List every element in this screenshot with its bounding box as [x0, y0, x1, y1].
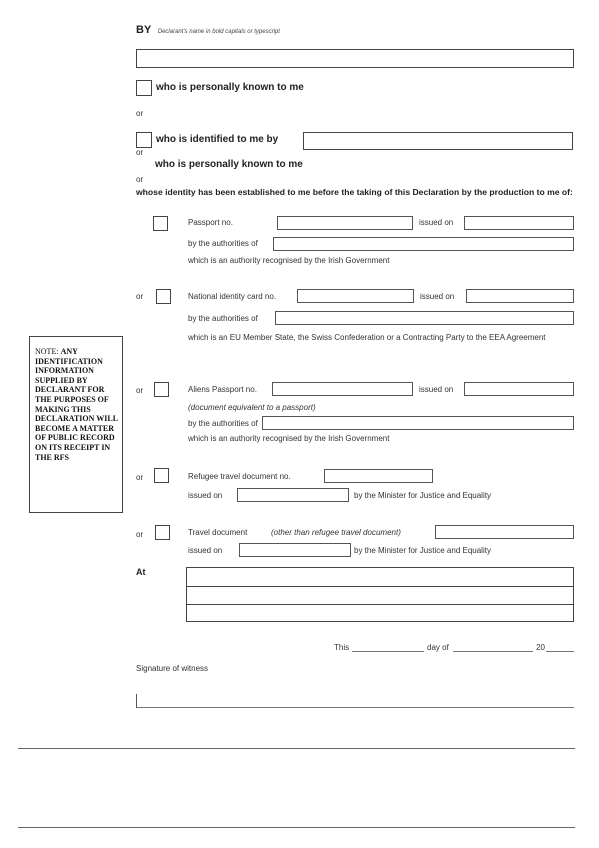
or-refugee: or — [136, 473, 144, 482]
or-3: or — [136, 175, 144, 184]
by-header — [136, 20, 280, 38]
or-aliens: or — [136, 386, 144, 395]
or-1: or — [136, 109, 144, 118]
aliens-issued-field[interactable] — [464, 382, 574, 396]
travel-number-field[interactable] — [435, 525, 574, 539]
aliens-label: Aliens Passport no. — [188, 385, 257, 394]
national-id-label: National identity card no. — [188, 292, 277, 301]
note-body: ANY IDENTIFICATION INFORMATION SUPPLIED BY DECLARANT FOR THE PURPOSES OF MAKING THIS DECLARATION WILL BECOME A MATTER OF PUBLIC RECORD ON ITS RECEIPT IN THE RFS — [35, 347, 118, 462]
aliens-note: which is an authority recognised by the Irish Government — [188, 434, 390, 443]
page-divider-bottom — [18, 827, 575, 828]
date-day-of-label: day of — [427, 643, 449, 652]
public-record-note — [29, 336, 123, 513]
national-id-issued-field[interactable] — [466, 289, 574, 303]
date-year-label: 20 — [536, 643, 545, 652]
declarant-name-field[interactable] — [136, 49, 574, 68]
identified-by-field[interactable] — [303, 132, 573, 150]
aliens-authorities-field[interactable] — [262, 416, 574, 430]
refugee-issued-label: issued on — [188, 491, 223, 500]
at-address-field[interactable] — [186, 567, 574, 622]
passport-issued-field[interactable] — [464, 216, 574, 230]
national-id-authorities-label: by the authorities of — [188, 314, 258, 323]
passport-checkbox[interactable] — [153, 216, 168, 231]
by-label: BY — [136, 24, 152, 36]
refugee-issued-field[interactable] — [237, 488, 349, 502]
signature-field[interactable] — [136, 694, 574, 708]
travel-label: Travel document — [188, 528, 248, 537]
national-id-authorities-field[interactable] — [275, 311, 574, 325]
refugee-minister: by the Minister for Justice and Equality — [354, 491, 491, 500]
or-national: or — [136, 292, 144, 301]
at-label: At — [136, 567, 146, 577]
national-id-issued-label: issued on — [420, 292, 455, 301]
date-year-line[interactable] — [546, 651, 574, 652]
passport-issued-label: issued on — [419, 218, 454, 227]
passport-note: which is an authority recognised by the Irish Government — [188, 256, 390, 265]
aliens-authorities-label: by the authorities of — [188, 419, 258, 428]
aliens-checkbox[interactable] — [154, 382, 169, 397]
or-2: or — [136, 148, 144, 157]
identified-label: who is identified to me by — [156, 134, 279, 145]
known-label: who is personally known to me — [156, 82, 304, 93]
identified-checkbox[interactable] — [136, 132, 152, 148]
national-id-note: which is an EU Member State, the Swiss Confederation or a Contracting Party to the EEA Agreement — [188, 333, 546, 342]
refugee-checkbox[interactable] — [154, 468, 169, 483]
travel-issued-label: issued on — [188, 546, 223, 555]
travel-checkbox[interactable] — [155, 525, 170, 540]
passport-label: Passport no. — [188, 218, 233, 227]
national-id-number-field[interactable] — [297, 289, 414, 303]
date-this-label: This — [334, 643, 350, 652]
known-label-2: who is personally known to me — [155, 159, 303, 170]
signature-label: Signature of witness — [136, 664, 209, 673]
national-id-checkbox[interactable] — [156, 289, 171, 304]
or-travel: or — [136, 530, 144, 539]
refugee-number-field[interactable] — [324, 469, 433, 483]
note-lead: NOTE: — [35, 347, 59, 356]
whose-identity-text: whose identity has been established to me before the taking of this Declaration by the production to me of: — [136, 187, 573, 197]
travel-minister: by the Minister for Justice and Equality — [354, 546, 491, 555]
aliens-equivalent-note: (document equivalent to a passport) — [188, 403, 316, 412]
aliens-number-field[interactable] — [272, 382, 413, 396]
page-divider-top — [18, 748, 575, 749]
known-checkbox[interactable] — [136, 80, 152, 96]
passport-authorities-field[interactable] — [273, 237, 574, 251]
by-hint: Declarant's name in bold capitals or typescript — [157, 29, 280, 35]
date-month-line[interactable] — [453, 651, 533, 652]
passport-number-field[interactable] — [277, 216, 413, 230]
refugee-label: Refugee travel document no. — [188, 472, 291, 481]
aliens-issued-label: issued on — [419, 385, 454, 394]
date-day-line[interactable] — [352, 651, 424, 652]
passport-authorities-label: by the authorities of — [188, 239, 258, 248]
travel-qualifier: (other than refugee travel document) — [271, 528, 401, 537]
travel-issued-field[interactable] — [239, 543, 351, 557]
